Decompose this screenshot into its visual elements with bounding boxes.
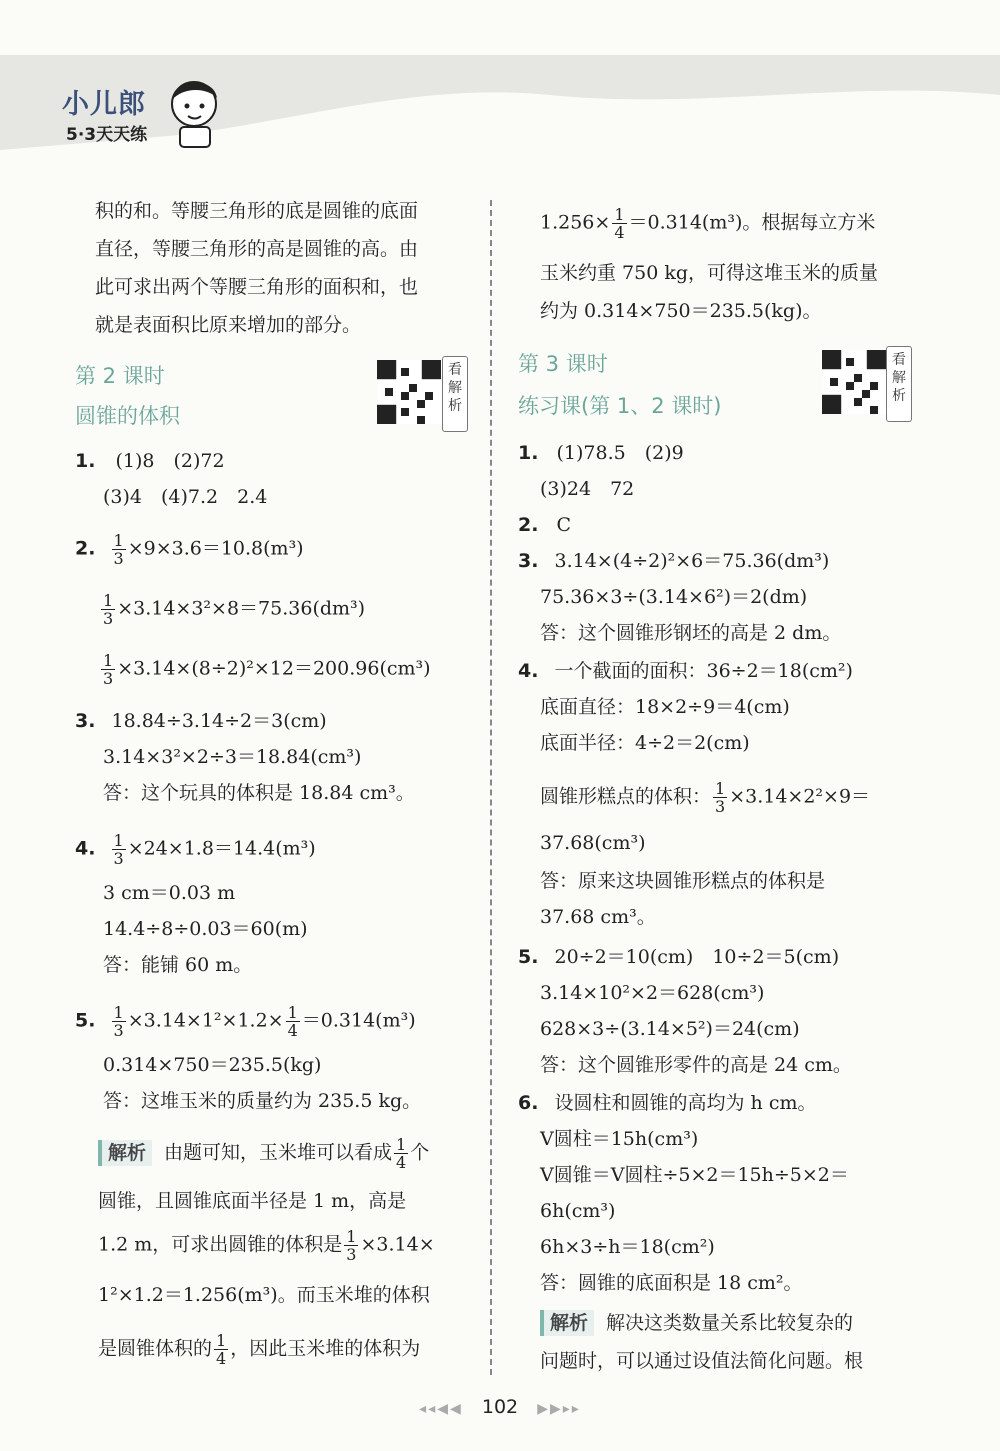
left-q3-line-3: 答：这个玩具的体积是 18.84 cm³。 xyxy=(103,782,415,804)
fraction: $\frac{1}{3}$ xyxy=(103,591,114,628)
right-q4-line-7: 37.68 cm³。 xyxy=(540,906,656,928)
analysis-tag: 解析 xyxy=(540,1310,594,1336)
fraction: $\frac{1}{3}$ xyxy=(103,651,114,688)
lesson-title-left: 第 2 课时 xyxy=(75,364,165,388)
right-cont-line-2: 玉米约重 750 kg，可得这堆玉米的质量 xyxy=(540,262,879,284)
right-q2-line-1 xyxy=(518,512,571,538)
fraction: $\frac{1}{3}$ xyxy=(113,531,124,568)
analysis-text: ×3.14× xyxy=(360,1233,435,1256)
topic-title-left: 圆锥的体积 xyxy=(75,404,180,428)
answer-text: ×3.14×1²×1.2× xyxy=(127,1009,284,1032)
left-q5-line-2: 0.314×750＝235.5(kg) xyxy=(103,1054,322,1076)
fraction: $\frac{1}{3}$ xyxy=(113,831,124,868)
answer-text: ×9×3.6＝10.8(m³) xyxy=(127,537,304,560)
right-q6-line-4: 6h(cm³) xyxy=(540,1200,616,1222)
right-q5-line-3: 628×3÷(3.14×5²)＝24(cm) xyxy=(540,1018,800,1040)
right-q6-line-5: 6h×3÷h＝18(cm²) xyxy=(540,1236,715,1258)
answer-text: (1)8 (2)72 xyxy=(115,450,225,472)
question-number: 6. xyxy=(518,1092,539,1114)
question-number: 4. xyxy=(518,660,539,682)
right-analysis-line-2: 问题时，可以通过设值法简化问题。根 xyxy=(540,1350,864,1372)
right-q6-line-2: V圆柱＝15h(cm³) xyxy=(540,1128,699,1150)
intro-line-2: 直径，等腰三角形的高是圆锥的高。由 xyxy=(95,238,419,260)
right-q5-line-1 xyxy=(518,944,839,970)
right-q3-line-1 xyxy=(518,548,829,574)
answer-text: 一个截面的面积：36÷2＝18(cm²) xyxy=(554,660,853,682)
answer-text: C xyxy=(556,514,572,536)
answer-text: ×3.14×3²×8＝75.36(dm³) xyxy=(117,597,366,620)
intro-line-1: 积的和。等腰三角形的底是圆锥的底面 xyxy=(95,200,419,222)
fraction: $\frac{1}{4}$ xyxy=(287,1003,298,1040)
left-analysis-line-5 xyxy=(98,1332,420,1367)
analysis-text: ，因此玉米堆的体积为 xyxy=(230,1337,421,1360)
fraction: $\frac{1}{4}$ xyxy=(614,205,625,242)
right-q3-line-2: 75.36×3÷(3.14×6²)＝2(dm) xyxy=(540,586,808,608)
prev-arrows-icon: ◂◂◀◀ xyxy=(419,1401,463,1417)
left-q2-line-1 xyxy=(75,532,304,567)
question-number: 2. xyxy=(75,537,96,560)
intro-line-3: 此可求出两个等腰三角形的面积和，也 xyxy=(95,276,419,298)
view-analysis-badge[interactable]: 看解析 xyxy=(442,356,468,432)
left-analysis-line-1 xyxy=(98,1136,429,1171)
right-q4-line-6: 答：原来这块圆锥形糕点的体积是 xyxy=(540,870,826,892)
next-arrows-icon: ▶▶▸▸ xyxy=(537,1401,581,1417)
right-q1-line-2: (3)24 72 xyxy=(540,478,635,500)
cartoon-boy-icon xyxy=(160,72,230,152)
fraction: $\frac{1}{3}$ xyxy=(715,779,726,816)
qr-code-icon[interactable] xyxy=(822,350,886,414)
analysis-text: 个 xyxy=(410,1141,430,1164)
series-name: 5·3天天练 xyxy=(66,125,148,145)
left-q4-line-2: 3 cm＝0.03 m xyxy=(103,882,236,904)
analysis-text: 由题可知，玉米堆可以看成 xyxy=(164,1141,393,1164)
left-analysis-line-4: 1²×1.2＝1.256(m³)。而玉米堆的体积 xyxy=(98,1284,430,1306)
right-q6-line-3: V圆锥＝V圆柱÷5×2＝15h÷5×2＝ xyxy=(540,1164,849,1186)
left-q5-line-1 xyxy=(75,1004,416,1039)
left-q5-line-3: 答：这堆玉米的质量约为 235.5 kg。 xyxy=(103,1090,422,1112)
left-q3-line-2: 3.14×3²×2÷3＝18.84(cm³) xyxy=(103,746,362,768)
analysis-text: ＝0.314(m³)。根据每立方米 xyxy=(628,211,876,234)
brand-logo: 小儿郎 xyxy=(62,89,146,120)
left-q4-line-4: 答：能铺 60 m。 xyxy=(103,954,253,976)
left-analysis-line-3 xyxy=(98,1228,435,1263)
question-number: 5. xyxy=(518,946,539,968)
right-q4-line-1 xyxy=(518,658,853,684)
answer-text: (1)78.5 (2)9 xyxy=(556,442,684,464)
question-number: 4. xyxy=(75,837,96,860)
header-wave-banner xyxy=(0,0,1000,185)
qr-code-icon[interactable] xyxy=(377,360,441,424)
view-analysis-badge[interactable]: 看解析 xyxy=(886,346,912,422)
fraction: $\frac{1}{3}$ xyxy=(346,1227,357,1264)
right-q5-line-4: 答：这个圆锥形零件的高是 24 cm。 xyxy=(540,1054,852,1076)
right-q4-line-4 xyxy=(540,780,870,815)
left-q4-line-3: 14.4÷8÷0.03＝60(m) xyxy=(103,918,308,940)
left-analysis-line-2: 圆锥，且圆锥底面半径是 1 m，高是 xyxy=(98,1190,407,1212)
page-number: 102 xyxy=(481,1396,519,1418)
question-number: 1. xyxy=(75,450,96,472)
answer-text: ×3.14×(8÷2)²×12＝200.96(cm³) xyxy=(117,657,431,680)
answer-text: ×3.14×2²×9＝ xyxy=(729,785,871,808)
intro-line-4: 就是表面积比原来增加的部分。 xyxy=(95,314,362,336)
right-analysis-line-1 xyxy=(540,1310,853,1336)
column-divider xyxy=(490,200,492,1375)
fraction: $\frac{1}{4}$ xyxy=(396,1135,407,1172)
answer-text: ＝0.314(m³) xyxy=(301,1009,416,1032)
answer-text: 20÷2＝10(cm) 10÷2＝5(cm) xyxy=(554,946,840,968)
question-number: 5. xyxy=(75,1009,96,1032)
right-q4-line-3: 底面半径：4÷2＝2(cm) xyxy=(540,732,750,754)
fraction: $\frac{1}{4}$ xyxy=(216,1331,227,1368)
analysis-tag: 解析 xyxy=(98,1140,152,1166)
left-q4-line-1 xyxy=(75,832,316,867)
answer-text: 设圆柱和圆锥的高均为 h cm。 xyxy=(554,1092,817,1114)
question-number: 3. xyxy=(75,710,96,732)
right-q5-line-2: 3.14×10²×2＝628(cm³) xyxy=(540,982,765,1004)
right-q6-line-1 xyxy=(518,1090,816,1116)
answer-text: 18.84÷3.14÷2＝3(cm) xyxy=(111,710,327,732)
left-q1-line-1 xyxy=(75,448,225,474)
right-cont-line-1 xyxy=(540,206,875,241)
right-q6-line-6: 答：圆锥的底面积是 18 cm²。 xyxy=(540,1272,803,1294)
lesson-title-right: 第 3 课时 xyxy=(518,352,608,376)
left-q3-line-1 xyxy=(75,708,327,734)
question-number: 1. xyxy=(518,442,539,464)
page-footer xyxy=(0,1396,1000,1418)
analysis-text: 是圆锥体积的 xyxy=(98,1337,213,1360)
right-q3-line-3: 答：这个圆锥形钢坯的高是 2 dm。 xyxy=(540,622,842,644)
fraction: $\frac{1}{3}$ xyxy=(113,1003,124,1040)
page-header xyxy=(0,0,1000,185)
question-number: 2. xyxy=(518,514,539,536)
answer-text: 圆锥形糕点的体积： xyxy=(540,785,712,808)
left-q2-line-2 xyxy=(99,592,365,627)
right-q4-line-2: 底面直径：18×2÷9＝4(cm) xyxy=(540,696,790,718)
topic-title-right: 练习课(第 1、2 课时) xyxy=(518,394,722,418)
analysis-text: 解决这类数量关系比较复杂的 xyxy=(606,1312,854,1334)
left-q2-line-3 xyxy=(99,652,431,687)
left-q1-line-2: (3)4 (4)7.2 2.4 xyxy=(103,486,268,508)
answer-text: ×24×1.8＝14.4(m³) xyxy=(127,837,316,860)
right-cont-line-3: 约为 0.314×750＝235.5(kg)。 xyxy=(540,300,822,322)
right-q4-line-5: 37.68(cm³) xyxy=(540,832,646,854)
question-number: 3. xyxy=(518,550,539,572)
answer-text: 3.14×(4÷2)²×6＝75.36(dm³) xyxy=(554,550,830,572)
analysis-text: 1.256× xyxy=(540,211,611,234)
right-q1-line-1 xyxy=(518,440,684,466)
analysis-text: 1.2 m，可求出圆锥的体积是 xyxy=(98,1233,343,1256)
